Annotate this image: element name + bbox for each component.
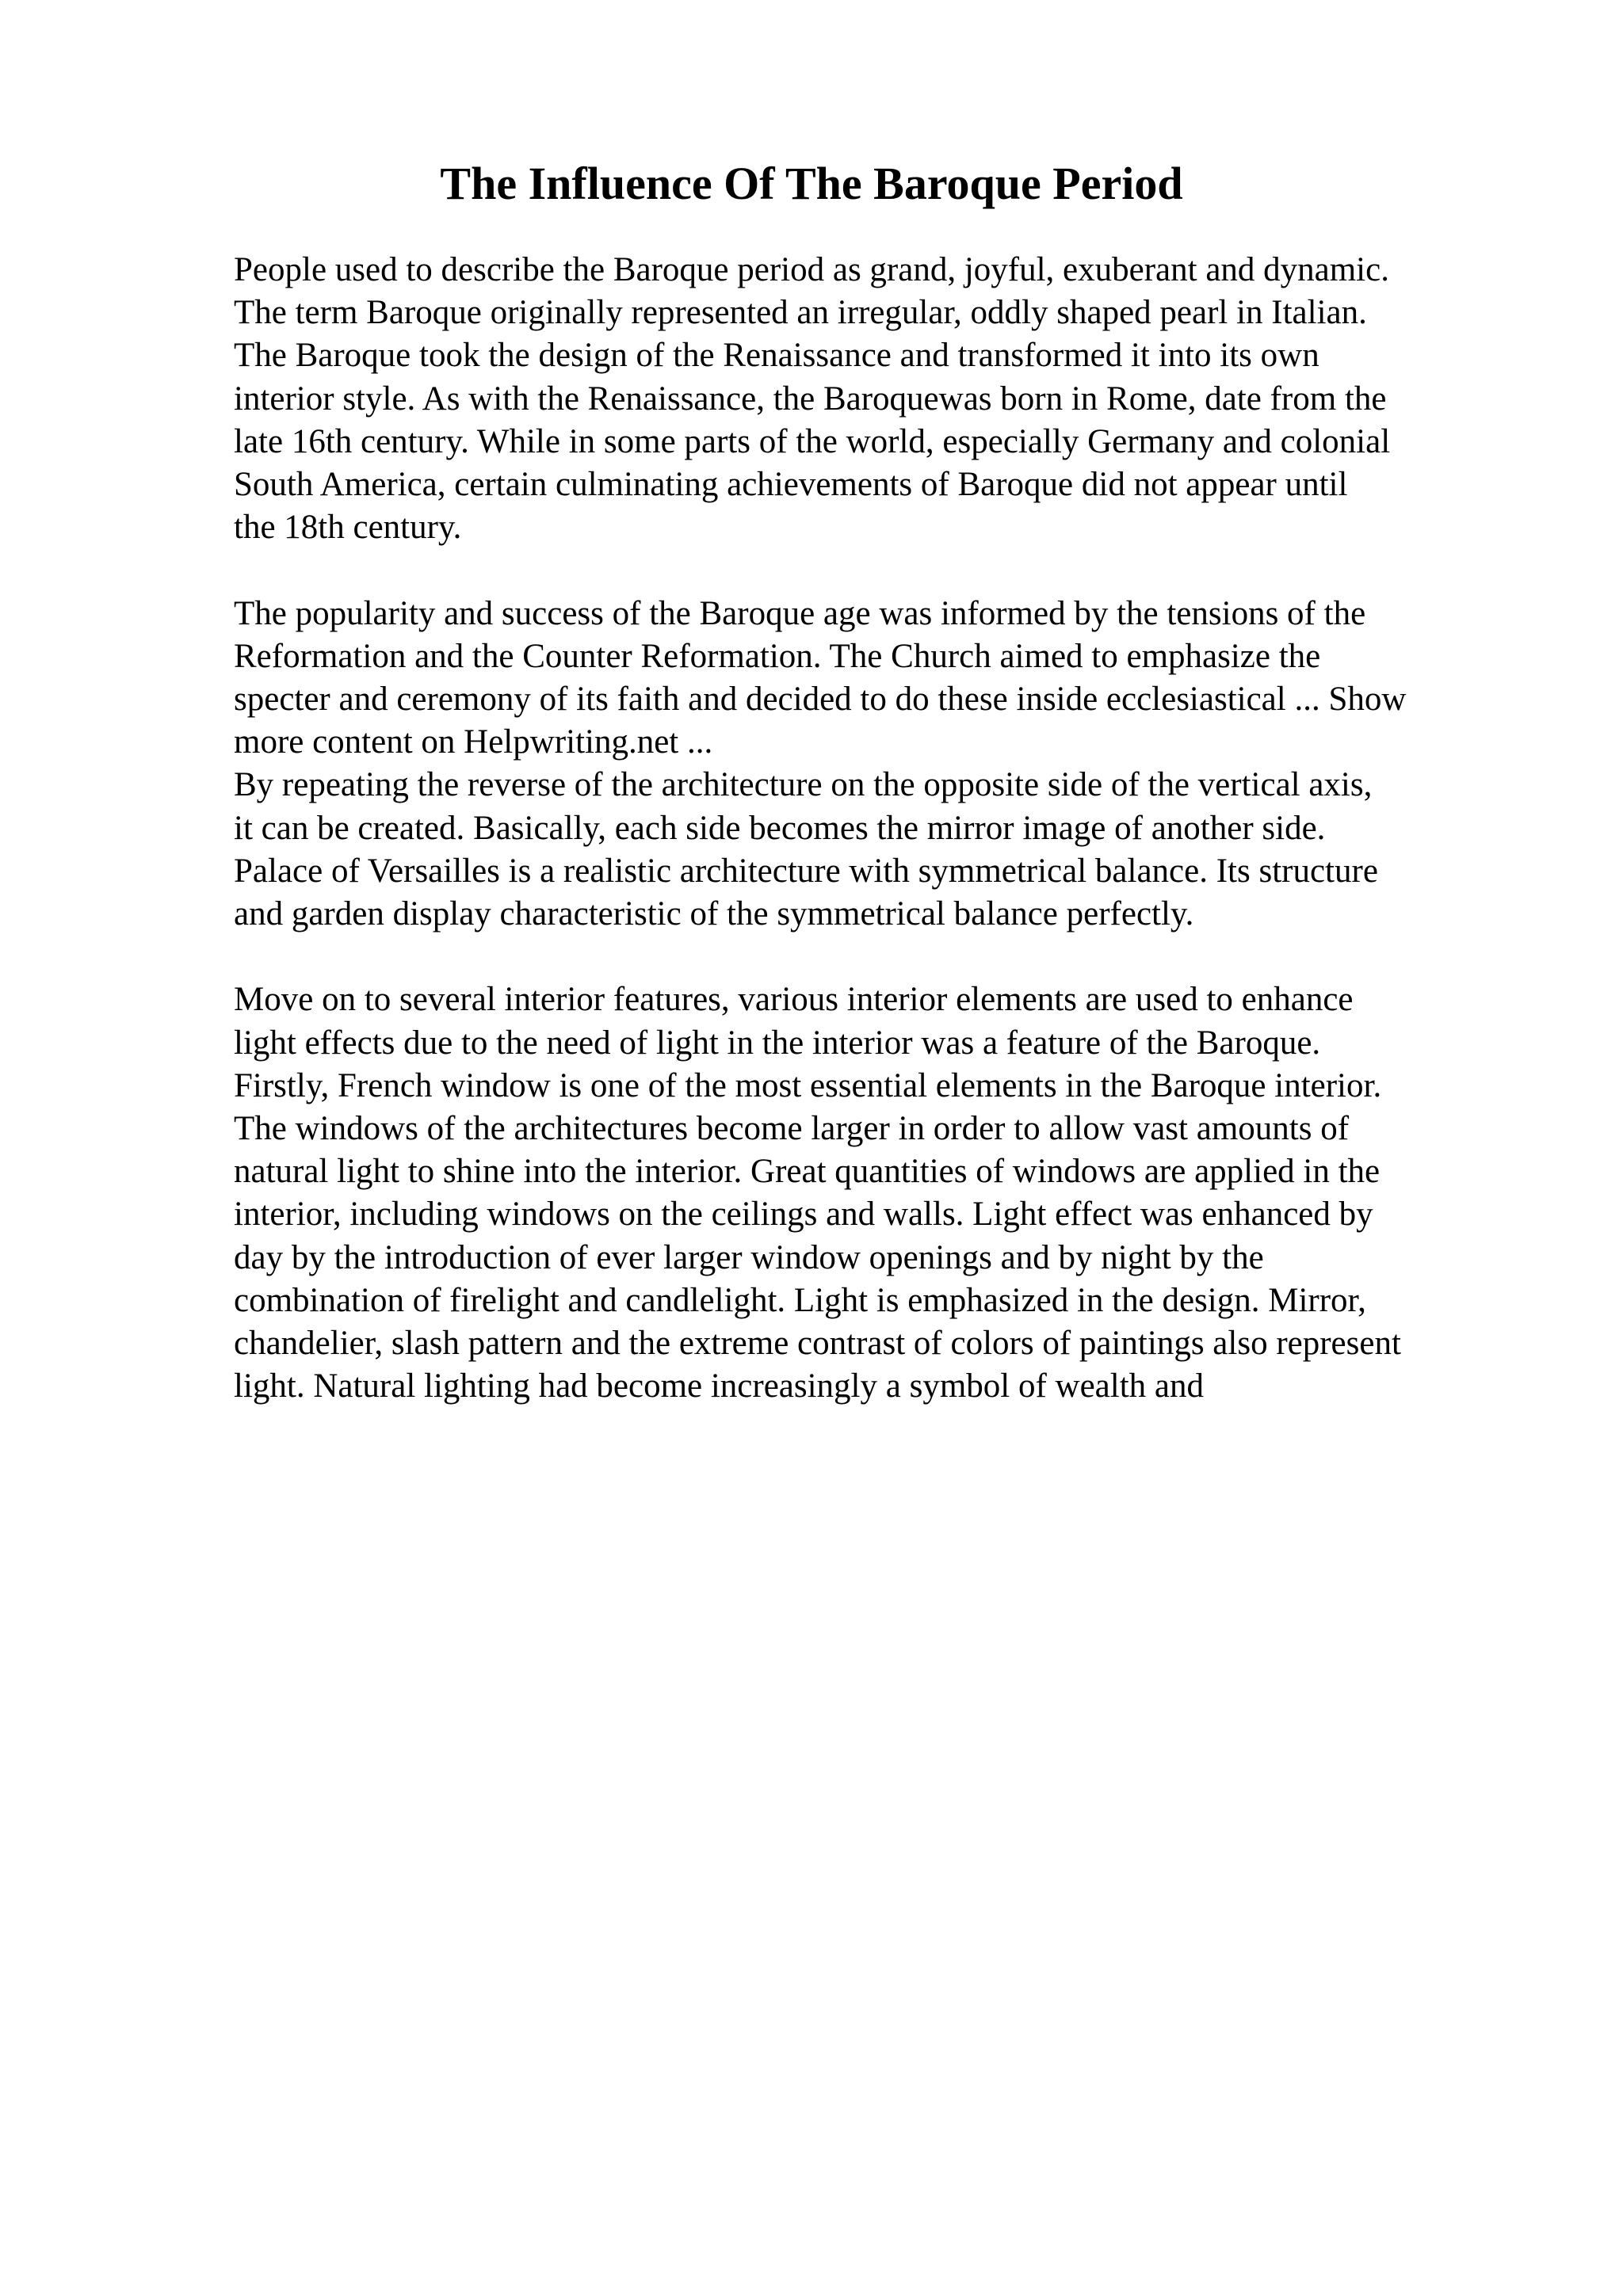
text-line: The term Baroque originally represented an irregular, oddly shaped pearl in Italian. (234, 294, 1367, 332)
paragraph-2 (234, 593, 1518, 765)
text-line: day by the introduction of ever larger window openings and by night by the (234, 1238, 1264, 1276)
paragraph-spacer (234, 936, 1518, 978)
text-line: South America, certain culminating achievements of Baroque did not appear until (234, 466, 1348, 504)
text-line: and garden display characteristic of the symmetrical balance perfectly. (234, 895, 1194, 933)
text-line: Move on to several interior features, various interior elements are used to enhance (234, 981, 1354, 1019)
text-line: By repeating the reverse of the architecture on the opposite side of the vertical axis, (234, 766, 1373, 804)
text-line: Reformation and the Counter Reformation. The Church aimed to emphasize the (234, 637, 1321, 675)
text-line: the 18th century. (234, 509, 462, 547)
text-line: Firstly, French window is one of the most essential elements in the Baroque interior. (234, 1066, 1382, 1104)
paragraph-3 (234, 764, 1518, 936)
text-line: interior style. As with the Renaissance, the Baroquewas born in Rome, date from the (234, 379, 1387, 418)
paragraph-1 (234, 249, 1518, 549)
text-line: The windows of the architectures become larger in order to allow vast amounts of (234, 1110, 1350, 1148)
text-line: specter and ceremony of its faith and decided to do these inside ecclesiastical ... Show (234, 681, 1407, 719)
text-line: more content on Helpwriting.net ... (234, 723, 713, 761)
paragraph-spacer (234, 549, 1518, 592)
paragraph-4 (234, 978, 1518, 1408)
document-body (234, 249, 1518, 1408)
text-line: chandelier, slash pattern and the extreme contrast of colors of paintings also represent (234, 1325, 1401, 1363)
text-line: combination of firelight and candlelight. Light is emphasized in the design. Mirror, (234, 1281, 1366, 1319)
text-line: The popularity and success of the Baroque age was informed by the tensions of the (234, 594, 1366, 632)
text-line: it can be created. Basically, each side becomes the mirror image of another side. (234, 809, 1326, 847)
text-line: People used to describe the Baroque period as grand, joyful, exuberant and dynamic. (234, 251, 1389, 288)
text-line: late 16th century. While in some parts of the world, especially Germany and colonial (234, 422, 1391, 460)
text-line: Palace of Versailles is a realistic architecture with symmetrical balance. Its structure (234, 852, 1378, 890)
page-title: The Influence Of The Baroque Period (440, 158, 1183, 209)
text-line: interior, including windows on the ceilings and walls. Light effect was enhanced by (234, 1196, 1373, 1234)
text-line: light. Natural lighting had become increasingly a symbol of wealth and (234, 1367, 1204, 1405)
text-line: light effects due to the need of light in the interior was a feature of the Baroque. (234, 1024, 1321, 1062)
text-line: The Baroque took the design of the Renaissance and transformed it into its own (234, 337, 1319, 375)
text-line: natural light to shine into the interior. Great quantities of windows are applied in the (234, 1153, 1381, 1191)
